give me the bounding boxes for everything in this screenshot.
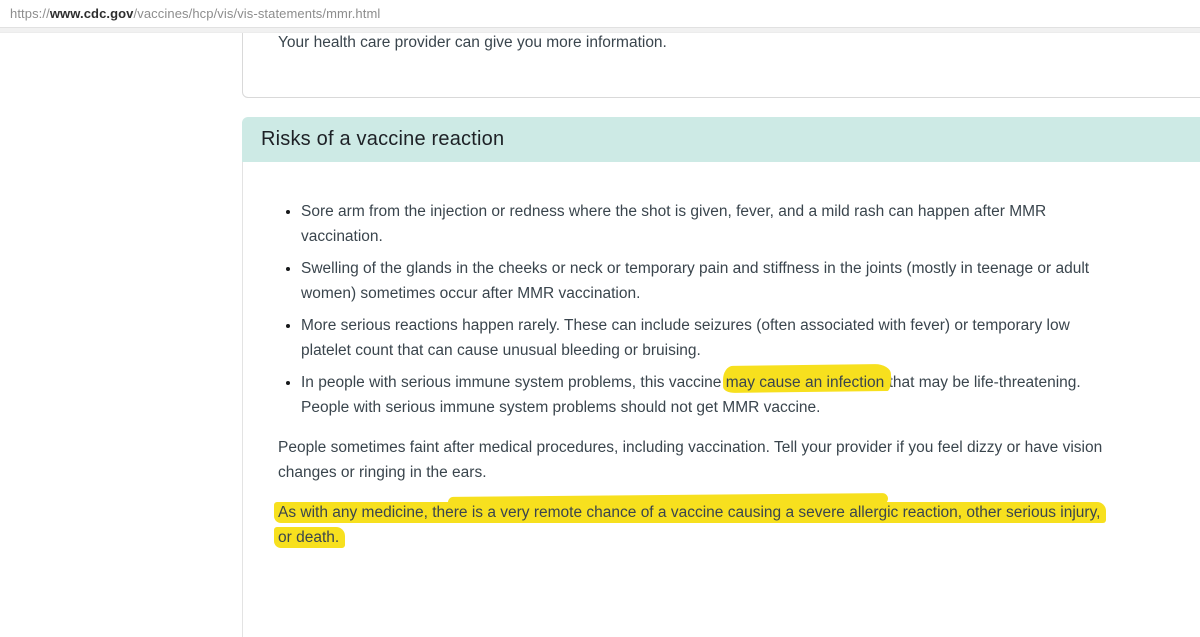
section-body [242, 162, 1200, 637]
highlight-annotation: may cause an infection [725, 374, 885, 391]
browser-chrome-divider [0, 27, 1200, 33]
list-item-text: Sore arm from the injection or redness where the shot is given, fever, and a mild rash can happen after MMR vaccination. [301, 203, 1047, 245]
list-item [301, 199, 1108, 249]
list-item [301, 256, 1108, 306]
list-item-text: that may be life-threatening. People with serious immune system problems should not get MMR vaccine. [301, 374, 1081, 416]
reactions-list [278, 199, 1108, 420]
section-title: Risks of a vaccine reaction [261, 128, 505, 150]
allergic-reaction-paragraph [278, 500, 1108, 550]
url-scheme: https:// [10, 6, 50, 21]
list-item-text: More serious reactions happen rarely. These can include seizures (often associated with fever) or temporary low platelet count that can cause unusual bleeding or bruising. [301, 317, 1070, 359]
list-item-text: Swelling of the glands in the cheeks or neck or temporary pain and stiffness in the joints (mostly in teenage or adult women) sometimes occur after MMR vaccination. [301, 260, 1090, 302]
browser-chrome [0, 0, 1200, 33]
previous-section-text: Your health care provider can give you more information. [278, 34, 667, 51]
address-bar[interactable] [0, 0, 1200, 27]
section-header [242, 117, 1200, 162]
list-item [301, 313, 1108, 363]
list-item [301, 370, 1108, 420]
risks-section-card [242, 117, 1200, 637]
section-text-column [278, 199, 1108, 550]
list-item-text: In people with serious immune system problems, this vaccine [301, 374, 726, 391]
highlight-annotation: As with any medicine, there is a very remote chance of a vaccine causing a severe allergic reaction, other serious injury, or death. [274, 502, 1106, 548]
url-domain: www.cdc.gov [49, 6, 134, 21]
fainting-paragraph: People sometimes faint after medical procedures, including vaccination. Tell your provider if you feel dizzy or have vision changes or ringing in the ears. [278, 439, 1103, 481]
url-path: /vaccines/hcp/vis/vis-statements/mmr.html [133, 6, 381, 21]
